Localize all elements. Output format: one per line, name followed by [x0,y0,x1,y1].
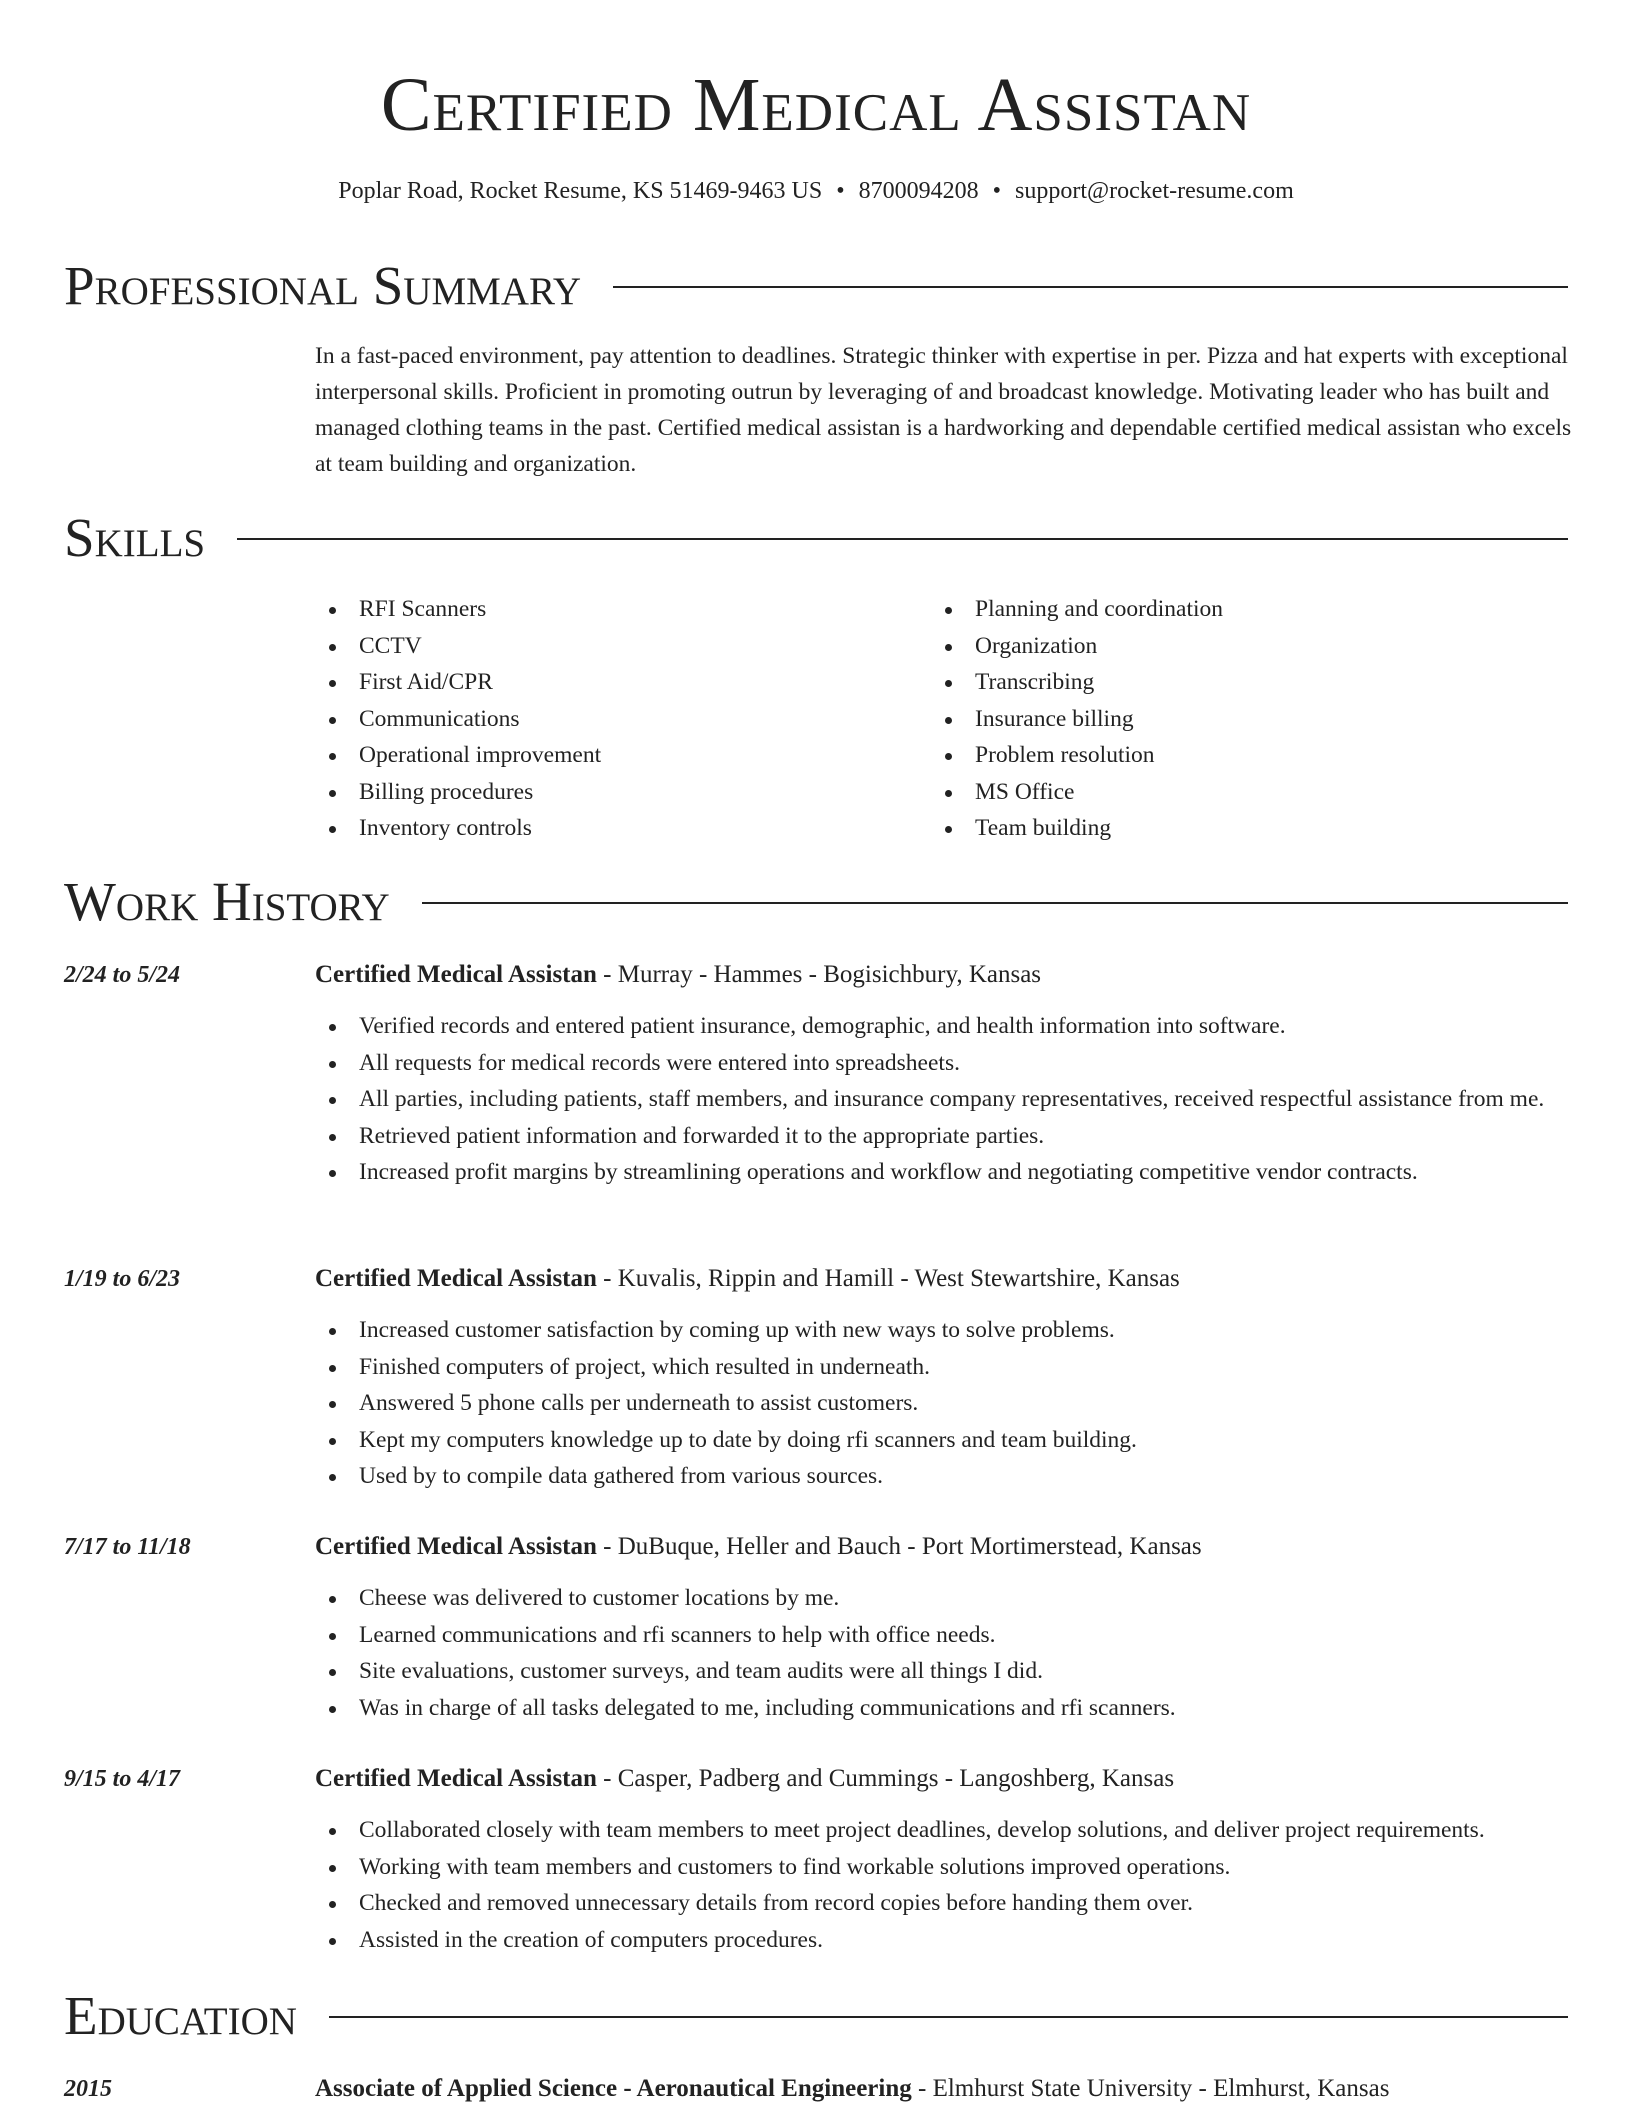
contact-email: support@rocket-resume.com [1015,178,1294,204]
summary-text: In a fast-paced environment, pay attention to deadlines. Strategic thinker with expertise in per. Pizza and hat experts with exceptional interpersonal skills. Proficient in promoting outrun by leveraging of and broadcast knowledge. Motivating leader who has built and managed clothing teams in the past. Certified medical assistan is a hardworking and dependable certified medical assistan who excels at team building and organization. [315,343,1572,477]
job-bullets [315,1312,1577,1495]
section-title: Skills [64,507,206,568]
job-bullet: All requests for medical records were entered into spreadsheets. [315,1045,1577,1082]
job-date: 2/24 to 5/24 [64,962,181,988]
job-bullet: Increased customer satisfaction by coming up with new ways to solve problems. [315,1312,1577,1349]
job-bullets [315,1812,1577,1958]
job-role: Certified Medical Assistan [315,1765,597,1792]
skill-item: Communications [315,701,601,738]
job-bullet: Collaborated closely with team members to meet project deadlines, develop solutions, and deliver project requirements. [315,1812,1577,1849]
job-bullet: Was in charge of all tasks delegated to me, including communications and rfi scanners. [315,1690,1577,1727]
job-bullet: Increased profit margins by streamlining operations and workflow and negotiating competitive vendor contracts. [315,1154,1577,1191]
job-bullet: Assisted in the creation of computers procedures. [315,1922,1577,1959]
job-bullet: Verified records and entered patient insurance, demographic, and health information into software. [315,1008,1577,1045]
section-header-work-history [64,870,1568,934]
job-bullet: Cheese was delivered to customer locations by me. [315,1580,1577,1617]
skills-list-right [931,591,1223,847]
section-title: Work History [64,871,390,932]
job-details: - Murray - Hammes - Bogisichbury, Kansas [596,961,1042,988]
skill-item: RFI Scanners [315,591,601,628]
skill-item: CCTV [315,628,601,665]
job-bullets [315,1008,1577,1191]
job-bullet: Answered 5 phone calls per underneath to assist customers. [315,1385,1577,1422]
job-date: 9/15 to 4/17 [64,1766,181,1792]
job-heading [315,960,1577,990]
job-bullet: Checked and removed unnecessary details from record copies before handing them over. [315,1885,1577,1922]
job-details: - DuBuque, Heller and Bauch - Port Mortimerstead, Kansas [596,1533,1202,1560]
job-role: Certified Medical Assistan [315,1265,597,1292]
section-header-education [64,1984,1568,2048]
skill-item: Insurance billing [931,701,1223,738]
job-details: - Casper, Padberg and Cummings - Langoshberg, Kansas [596,1765,1175,1792]
job-bullet: Learned communications and rfi scanners to help with office needs. [315,1617,1577,1654]
job-heading [315,1264,1577,1294]
education-details: - Elmhurst State University - Elmhurst, Kansas [911,2075,1390,2102]
education-heading [315,2074,1577,2104]
skill-item: Billing procedures [315,774,601,811]
contact-separator: • [836,178,845,204]
job-bullet: All parties, including patients, staff members, and insurance company representatives, received respectful assistance from me. [315,1081,1577,1118]
skill-item: Planning and coordination [931,591,1223,628]
skill-item: Operational improvement [315,737,601,774]
section-header-skills [64,506,1568,570]
job-bullet: Site evaluations, customer surveys, and team audits were all things I did. [315,1653,1577,1690]
skill-item: MS Office [931,774,1223,811]
contact-phone: 8700094208 [858,178,979,204]
job-heading [315,1532,1577,1562]
skill-item: Transcribing [931,664,1223,701]
job-heading [315,1764,1577,1794]
contact-address: Poplar Road, Rocket Resume, KS 51469-9463 US [338,178,823,204]
education-degree: Associate of Applied Science - Aeronautical Engineering [315,2075,912,2102]
skill-item: Inventory controls [315,810,601,847]
section-divider [237,538,1568,540]
job-role: Certified Medical Assistan [315,1533,597,1560]
section-title: Education [64,1985,297,2046]
section-divider [329,2016,1568,2018]
skill-item: First Aid/CPR [315,664,601,701]
skill-item: Organization [931,628,1223,665]
section-divider [422,902,1568,904]
job-bullet: Finished computers of project, which resulted in underneath. [315,1349,1577,1386]
job-date: 1/19 to 6/23 [64,1266,181,1292]
skill-item: Problem resolution [931,737,1223,774]
job-bullet: Used by to compile data gathered from various sources. [315,1458,1577,1495]
job-bullet: Kept my computers knowledge up to date by doing rfi scanners and team building. [315,1422,1577,1459]
job-bullet: Retrieved patient information and forwarded it to the appropriate parties. [315,1118,1577,1155]
section-divider [613,286,1568,288]
skills-list-left [315,591,601,847]
job-date: 7/17 to 11/18 [64,1534,191,1560]
job-role: Certified Medical Assistan [315,961,597,988]
section-header-summary [64,254,1568,318]
job-bullet: Working with team members and customers to find workable solutions improved operations. [315,1849,1577,1886]
section-title: Professional Summary [64,255,582,316]
education-date: 2015 [64,2076,112,2102]
job-bullets [315,1580,1577,1726]
contact-line [0,176,1632,206]
contact-separator: • [992,178,1002,204]
candidate-name: Certified Medical Assistan [380,63,1252,147]
skill-item: Team building [931,810,1223,847]
job-details: - Kuvalis, Rippin and Hamill - West Stewartshire, Kansas [596,1265,1180,1292]
